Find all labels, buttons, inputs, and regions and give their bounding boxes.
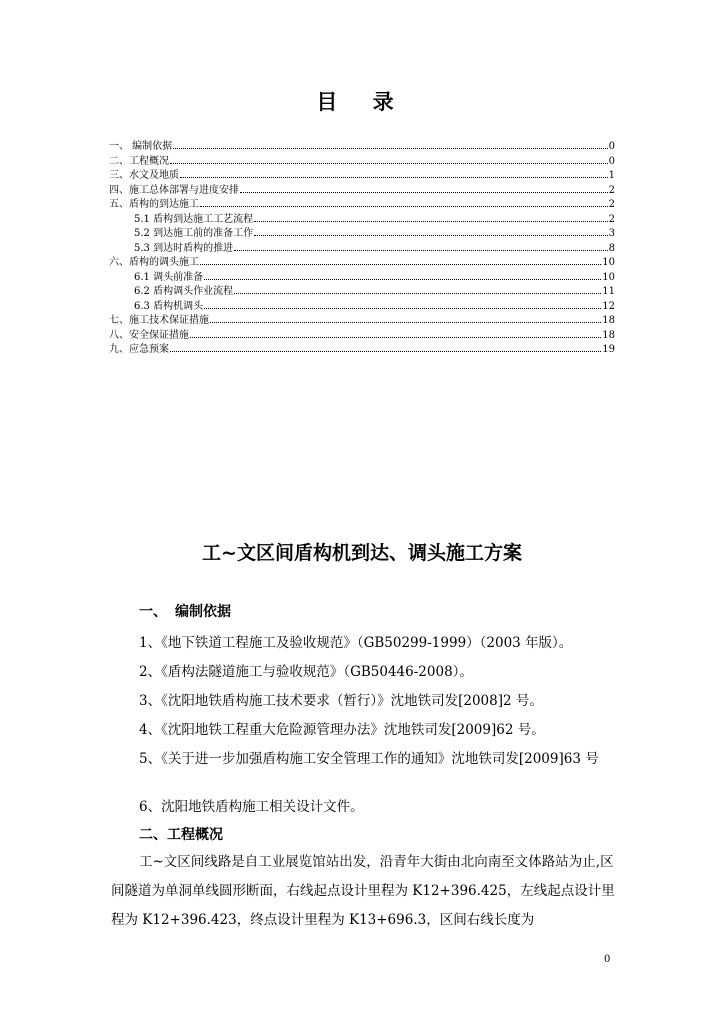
toc-entry[interactable] [109, 169, 615, 184]
toc-entry[interactable] [109, 256, 615, 271]
toc-entry-text: 五、盾构的到达施工 [109, 199, 199, 210]
toc-entry-page: 11 [602, 286, 615, 297]
page-number: 0 [604, 954, 611, 965]
section-heading-basis [139, 601, 231, 621]
reference-item: 1、《地下铁道工程施工及验收规范》（GB50299-1999）（2003 年版）。 [139, 635, 573, 651]
toc-entry-text: 三、水文及地质 [109, 170, 179, 181]
toc-leader [200, 206, 608, 207]
body-paragraph: 工~文区间线路是自工业展览馆站出发，沿青年大街由北向南至文体路站为止,区间隧道为单洞单线圆形断面，右线起点设计里程为 K12+396.425，左线起点设计里程为 K12+396.423，终点设计里程为 K13+696.3，区间右线长度为 [111, 854, 615, 928]
toc-leader [204, 308, 601, 309]
toc-entry-page: 3 [608, 228, 615, 239]
toc-entry-page: 2 [608, 199, 615, 210]
toc-entry-page: 10 [602, 257, 615, 268]
toc-entry-text: 八、安全保证措施 [109, 329, 189, 341]
toc-leader [234, 250, 608, 251]
section-title: 编制依据 [175, 604, 231, 620]
table-of-contents [109, 140, 615, 358]
toc-leader [190, 337, 601, 338]
toc-leader [240, 192, 608, 193]
toc-entry-page: 8 [608, 242, 615, 254]
toc-entry-page: 12 [602, 300, 615, 312]
toc-leader [204, 279, 601, 280]
reference-item: 5、《关于进一步加强盾构施工安全管理工作的通知》沈地铁司发[2009]63 号 [139, 751, 599, 767]
toc-entry-text: 5.1 盾构到达施工工艺流程 [134, 213, 254, 225]
toc-entry-page: 19 [602, 344, 615, 355]
toc-entry[interactable] [109, 314, 615, 329]
reference-item: 3、《沈阳地铁盾构施工技术要求（暂行）》沈地铁司发[2008]2 号。 [139, 693, 543, 709]
toc-entry[interactable] [109, 140, 615, 155]
toc-entry[interactable] [109, 155, 615, 170]
toc-leader [234, 293, 601, 294]
toc-entry[interactable] [109, 343, 615, 358]
toc-entry-page: 2 [608, 184, 615, 196]
toc-subentry[interactable] [109, 300, 615, 315]
section-heading-overview: 二、工程概况 [139, 827, 223, 843]
toc-subentry[interactable] [109, 285, 615, 300]
toc-entry-page: 10 [602, 271, 615, 283]
toc-entry-text: 5.2 到达施工前的准备工作 [134, 228, 254, 239]
toc-subentry[interactable] [109, 213, 615, 228]
toc-entry[interactable] [109, 329, 615, 344]
reference-item: 2、《盾构法隧道施工与验收规范》（GB50446-2008）。 [139, 664, 473, 680]
toc-leader [170, 163, 608, 164]
toc-leader [254, 221, 608, 222]
toc-subentry[interactable] [109, 227, 615, 242]
toc-entry-page: 0 [608, 141, 615, 152]
reference-item: 4、《沈阳地铁工程重大危险源管理办法》沈地铁司发[2009]62 号。 [139, 722, 545, 738]
toc-entry-text: 四、施工总体部署与进度安排 [109, 184, 239, 196]
toc-entry-text: 六、盾构的调头施工 [109, 257, 199, 268]
toc-entry-text: 二、工程概况 [109, 155, 169, 167]
toc-leader [170, 351, 601, 352]
toc-entry-text: 七、施工技术保证措施 [109, 315, 209, 326]
toc-entry[interactable] [109, 198, 615, 213]
toc-leader [210, 322, 601, 323]
toc-entry-text: 6.3 盾构机调头 [134, 300, 204, 312]
toc-subentry[interactable] [109, 271, 615, 286]
toc-entry-text: 6.2 盾构调头作业流程 [134, 286, 234, 297]
toc-leader [254, 235, 608, 236]
toc-entry-page: 2 [608, 213, 615, 225]
toc-leader [200, 264, 601, 265]
reference-item: 6、沈阳地铁盾构施工相关设计文件。 [139, 799, 364, 815]
toc-entry-text: 6.1 调头前准备 [134, 271, 204, 283]
toc-subentry[interactable] [109, 242, 615, 257]
toc-title: 目 录 [316, 89, 408, 114]
toc-entry-text: 5.3 到达时盾构的推进 [134, 242, 234, 254]
section-number: 一、 [139, 604, 167, 620]
toc-leader [173, 148, 607, 149]
toc-entry[interactable] [109, 184, 615, 199]
toc-entry-page: 18 [602, 329, 615, 341]
toc-entry-page: 0 [608, 155, 615, 167]
toc-entry-text: 一、 编制依据 [109, 141, 173, 152]
toc-leader [180, 177, 608, 178]
toc-entry-text: 九、应急预案 [109, 344, 169, 355]
document-title: 工~文区间盾构机到达、调头施工方案 [202, 542, 522, 564]
toc-entry-page: 18 [602, 315, 615, 326]
toc-entry-page: 1 [608, 170, 615, 181]
